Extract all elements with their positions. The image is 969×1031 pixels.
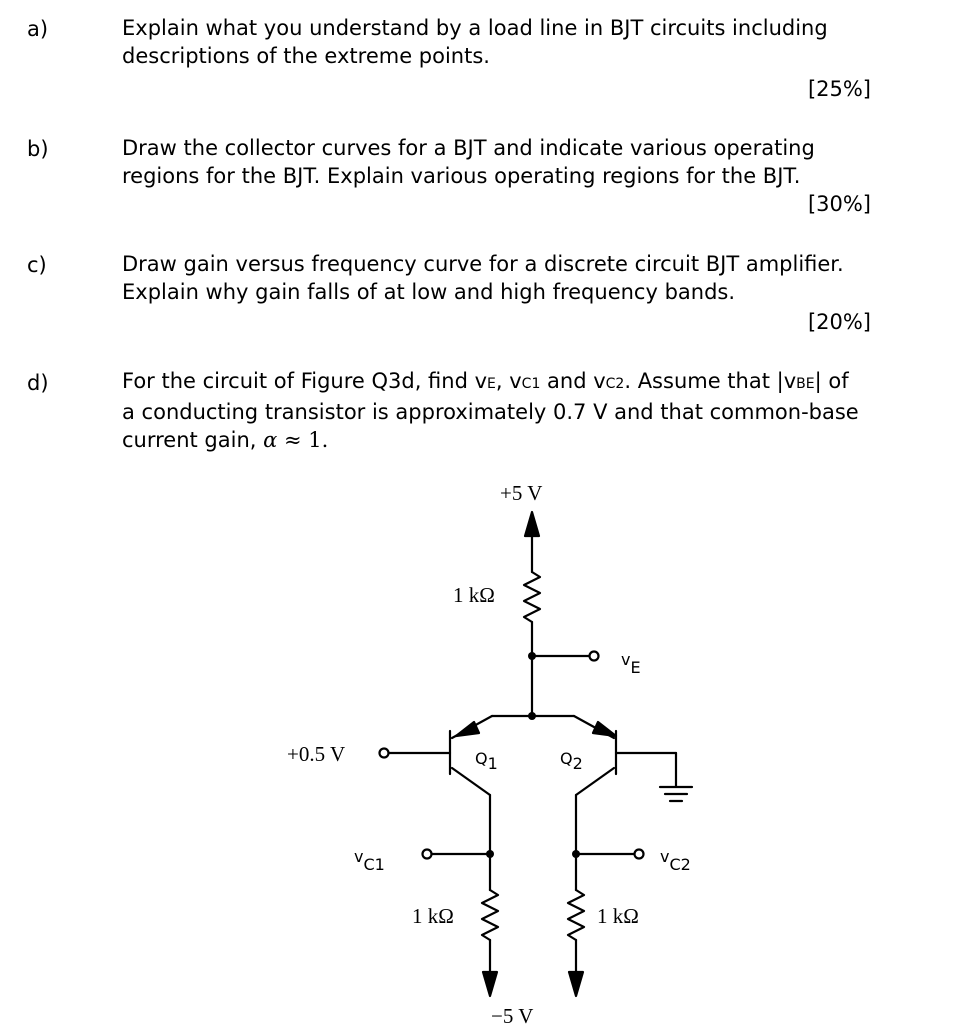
question-a-label: a) — [27, 17, 49, 41]
supply-top-label: +5 V — [500, 481, 543, 505]
emitter-junction-dot — [528, 712, 536, 720]
vc1-junction-dot — [486, 850, 494, 858]
right-resistor — [568, 890, 584, 940]
q1-emitter-arrow — [456, 722, 479, 736]
question-b-mark: [30%] — [807, 192, 871, 216]
left-supply-arrow — [483, 972, 497, 996]
question-a-mark: [25%] — [807, 77, 871, 101]
alpha-symbol: α — [263, 428, 278, 452]
supply-bottom-label: −5 V — [491, 1004, 534, 1028]
question-d-line-2: a conducting transistor is approximately 0.7 V and that common-base — [122, 400, 859, 424]
left-resistor — [482, 890, 498, 940]
ve-terminal — [590, 652, 599, 661]
top-resistor — [524, 572, 540, 622]
question-c-label: c) — [27, 253, 47, 277]
question-c-line-2: Explain why gain falls of at low and high frequency bands. — [122, 280, 736, 304]
base-input-terminal — [380, 749, 389, 758]
vc1-terminal — [423, 850, 432, 859]
question-c-line-1: Draw gain versus frequency curve for a discrete circuit BJT amplifier. — [122, 252, 844, 276]
vc2-label: vC2 — [660, 847, 691, 874]
base-input-label: +0.5 V — [287, 742, 346, 766]
question-b-line-1: Draw the collector curves for a BJT and indicate various operating — [122, 136, 815, 160]
question-d-line-3: current gain, α ≈ 1. — [122, 428, 329, 452]
q1-label: Q1 — [475, 749, 498, 773]
question-a-line-1: Explain what you understand by a load line in BJT circuits including — [122, 16, 828, 40]
ve-label: vE — [621, 650, 641, 677]
question-c-mark: [20%] — [807, 310, 871, 334]
right-supply-arrow — [569, 972, 583, 996]
question-a-line-2: descriptions of the extreme points. — [122, 44, 490, 68]
ve-junction-dot — [528, 652, 536, 660]
vc1-label: vC1 — [354, 847, 385, 874]
vc2-junction-dot — [572, 850, 580, 858]
left-resistor-label: 1 kΩ — [412, 904, 454, 928]
vc2-terminal — [635, 850, 644, 859]
question-d-label: d) — [27, 371, 49, 395]
right-resistor-label: 1 kΩ — [597, 904, 639, 928]
question-d-line-1: For the circuit of Figure Q3d, find vE, vC1 and vC2. Assume that |vBE| of — [122, 369, 849, 393]
question-b-line-2: regions for the BJT. Explain various operating regions for the BJT. — [122, 164, 801, 188]
q1-collector — [452, 768, 490, 795]
question-b-label: b) — [27, 137, 49, 161]
q2-emitter-arrow — [593, 722, 616, 736]
q2-label: Q2 — [560, 749, 583, 773]
top-resistor-label: 1 kΩ — [453, 583, 495, 607]
top-supply-arrow — [525, 512, 539, 536]
